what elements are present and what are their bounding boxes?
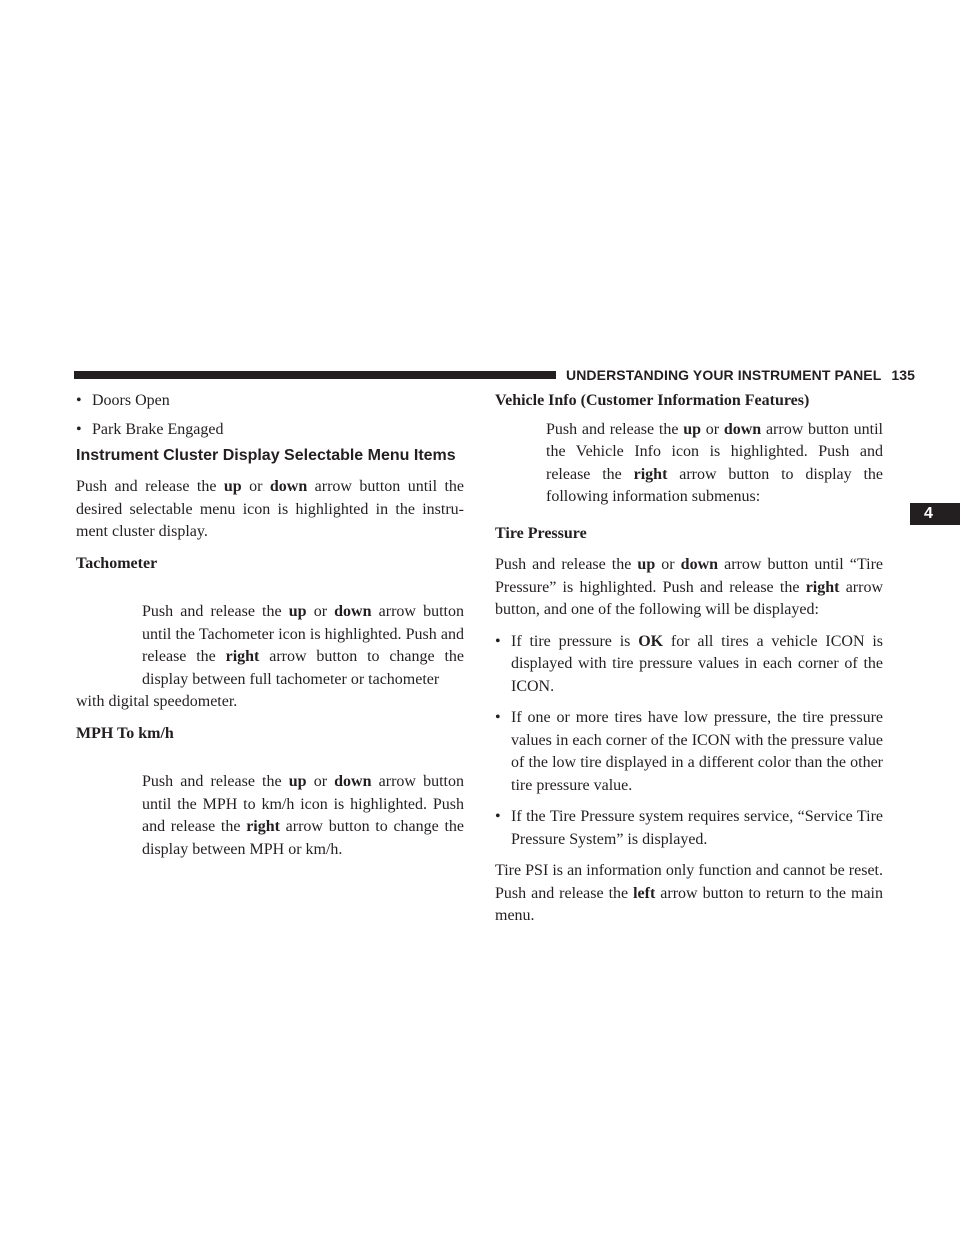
mph-heading: MPH To km/h: [76, 724, 174, 742]
closing-paragraph: Tire PSI is an information only function and cannot be reset. Push and release the left arrow button to return to the main menu.: [495, 862, 883, 924]
intro-paragraph: Push and release the up or down arrow button until the desired selectable menu icon is highlighted in the instru-ment cluster display.: [76, 478, 464, 540]
list-item: • Doors Open: [76, 390, 464, 413]
tire-pressure-heading: Tire Pressure: [495, 524, 587, 542]
tachometer-heading: Tachometer: [76, 554, 158, 572]
tire-pressure-paragraph: Push and release the up or down arrow button until “Tire Pressure” is highlighted. Push and release the right arrow button, and one of the following will be displayed:: [495, 556, 884, 618]
tachometer-paragraph: Push and release the up or down arrow button until the Tachometer icon is highlighted. Push and release the right arrow button to change the display between full tachometer or tachometer: [142, 603, 465, 688]
header-rule: [74, 371, 556, 379]
chapter-tab: 4: [910, 503, 960, 525]
left-column: [76, 390, 464, 861]
mph-paragraph: Push and release the up or down arrow button until the MPH to km/h icon is highlighted. Push and release the right arrow button to change the display between MPH or km/h.: [142, 773, 465, 858]
list-item: • Park Brake Engaged: [76, 419, 464, 442]
list-item: • If one or more tires have low pressure, the tire pressure values in each corner of the ICON with the pressure value of the low tire displayed in a different color than the other tire pressure value.: [495, 707, 883, 797]
running-header: [566, 367, 915, 383]
list-item: • If tire pressure is OK for all tires a vehicle ICON is displayed with tire pressure values in each corner of the ICON.: [495, 631, 883, 699]
right-column: [495, 390, 883, 937]
vehicle-info-paragraph: Push and release the up or down arrow button until the Vehicle Info icon is highlighted. Push and release the right arrow button to display the following information submenus:: [546, 420, 884, 505]
section-heading: Instrument Cluster Display Selectable Menu Items: [76, 447, 456, 464]
header-title: UNDERSTANDING YOUR INSTRUMENT PANEL: [566, 367, 882, 383]
page-number: 135: [891, 367, 916, 383]
vehicle-info-heading: Vehicle Info (Customer Information Features): [495, 392, 810, 409]
list-item: • If the Tire Pressure system requires service, “Service Tire Pressure System” is displayed.: [495, 806, 883, 851]
tachometer-paragraph-tail: with digital speedometer.: [76, 693, 238, 710]
